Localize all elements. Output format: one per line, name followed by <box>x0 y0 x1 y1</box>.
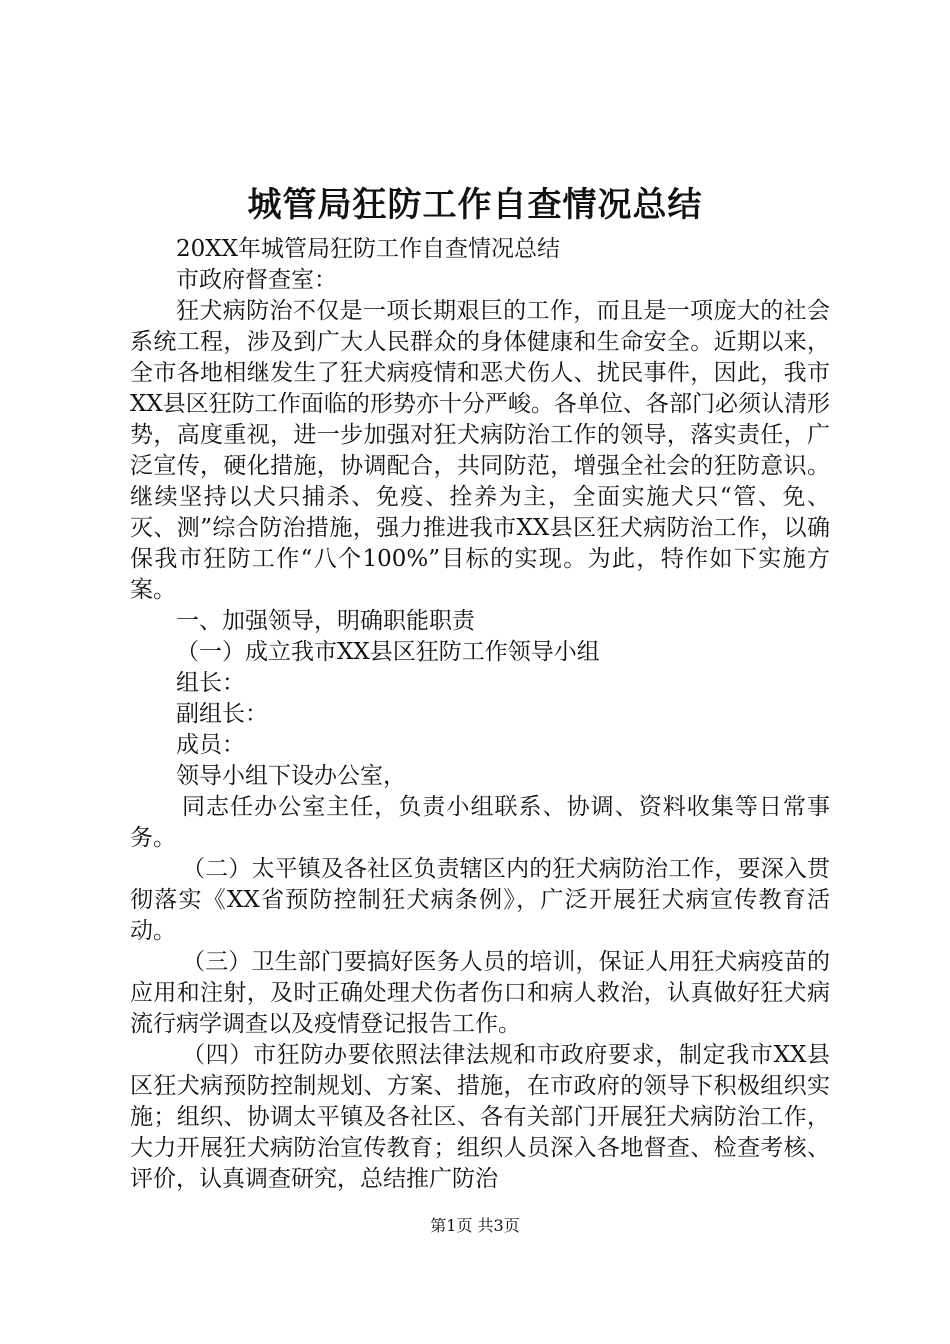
paragraph-addressee: 市政府督查室： <box>176 267 337 293</box>
paragraph-intro: 狂犬病防治不仅是一项长期艰巨的工作，而且是一项庞大的社会系统工程，涉及到广大人民群众的身体健康和生命安全。近期以来，全市各地相继发生了狂犬病疫情和恶犬伤人、扰民事件，因此，我市XX县区狂防工作面临的形势亦十分严峻。各单位、各部门必须认清形势，高度重视，进一步加强对狂犬病防治工作的领导，落实责任，广泛宣传，硬化措施，协调配合，共同防范，增强全社会的狂防意识。继续坚持以犬只捕杀、免疫、拴养为主，全面实施犬只“管、免、灭、测”综合防治措施，强力推进我市XX县区狂犬病防治工作，以确保我市狂防工作“八个100%”目标的实现。为此，特作如下实施方案。 <box>130 298 830 603</box>
paragraph-office: 领导小组下设办公室， <box>176 763 406 789</box>
paragraph-group-leader: 组长： <box>176 670 245 696</box>
page-title: 城管局狂防工作自查情况总结 <box>247 185 703 225</box>
section-heading-1: 一、加强领导，明确职能职责 <box>176 608 475 634</box>
paragraph-item-4: （四）市狂防办要依照法律法规和市政府要求，制定我市XX县区狂犬病预防控制规划、方案、措施，在市政府的领导下积极组织实施；组织、协调太平镇及各社区、各有关部门开展狂犬病防治工作，大力开展狂犬病防治宣传教育；组织人员深入各地督查、检查考核、评价，认真调查研究，总结推广防治 <box>130 1042 830 1192</box>
paragraph-item-2: （二）太平镇及各社区负责辖区内的狂犬病防治工作，要深入贯彻落实《XX省预防控制狂犬病条例》，广泛开展狂犬病宣传教育活动。 <box>130 856 830 944</box>
document-body <box>130 234 830 1195</box>
paragraph-deputy-leader: 副组长： <box>176 701 268 727</box>
subsection-heading-1: （一）成立我市XX县区狂防工作领导小组 <box>176 639 600 665</box>
page-footer: 第1页 共3页 <box>430 1216 520 1235</box>
paragraph-office-director: 同志任办公室主任，负责小组联系、协调、资料收集等日常事务。 <box>130 794 830 851</box>
paragraph-subtitle: 20XX年城管局狂防工作自查情况总结 <box>176 236 561 262</box>
paragraph-members: 成员： <box>176 732 245 758</box>
paragraph-item-3: （三）卫生部门要搞好医务人员的培训，保证人用狂犬病疫苗的应用和注射，及时正确处理犬伤者伤口和病人救治，认真做好狂犬病流行病学调查以及疫情登记报告工作。 <box>130 949 830 1037</box>
